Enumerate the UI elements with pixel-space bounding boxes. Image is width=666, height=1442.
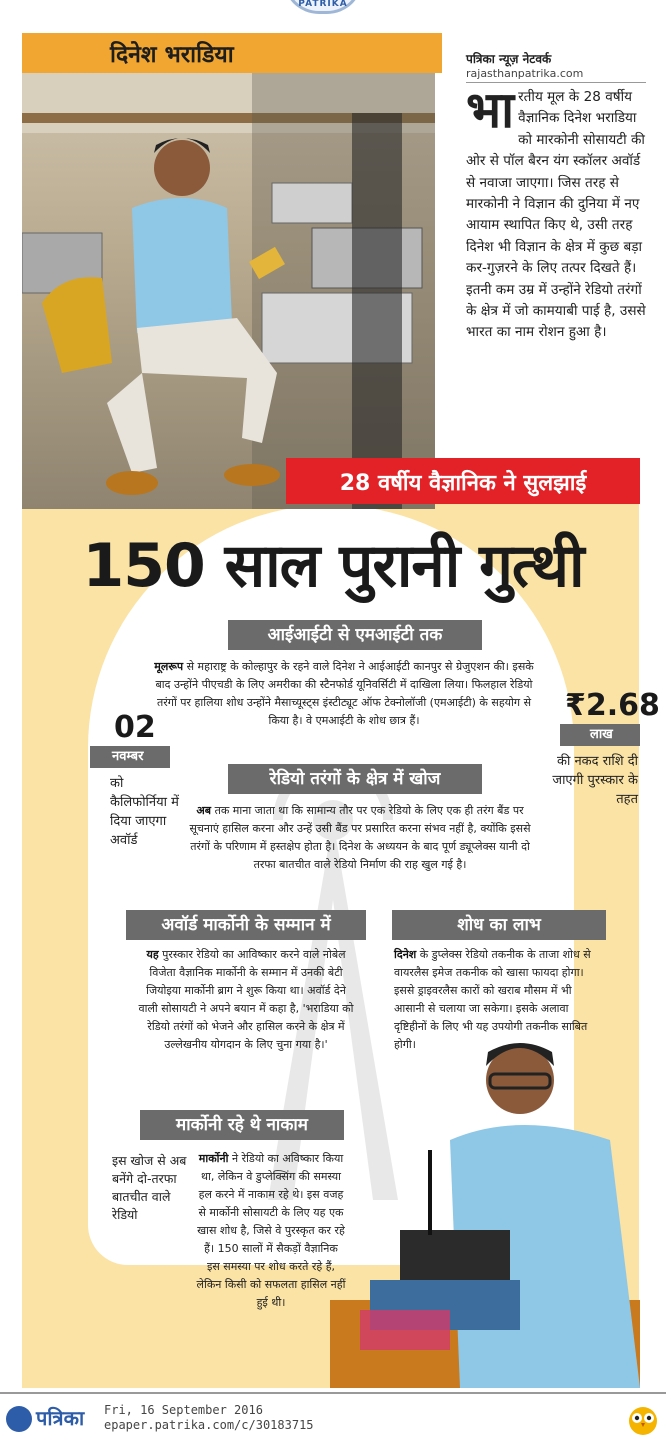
stat-date-number: 02 [114,710,156,745]
footer-date: Fri, 16 September 2016 [104,1403,263,1417]
benefit-lead: दिनेश [394,948,417,961]
owl-mascot-icon [626,1402,660,1436]
iit-text: से महाराष्ट्र के कोल्हापुर के रहने वाले दिनेश ने आईआईटी कानपुर से ग्रेजुएशन की। इसके बाद उन्होंने पीएचडी के लिए अमरीका की स्टैनफोर्ड यूनिवर्सिटी में दाखिला लिया। फिलहाल रेडियो तरंगों पर हालिया शोध उन्होंने मैसाच्यूस्ट्स इंस्टीट्यूट ऑफ टेक्नोलॉजी (एमआईटी) के सहयोग से किया है। वे एमआईटी के शोध छात्र हैं। [155,660,534,727]
iit-body [148,658,540,730]
masthead-logo-text: PATRIKA [298,0,348,9]
main-headline: 150 साल पुरानी गुत्थी [82,531,584,601]
intro-text: रतीय मूल के 28 वर्षीय वैज्ञानिक दिनेश भराडिया को मारकोनी सोसायटी की ओर से पॉल बैरन यंग स्कॉलर अवॉर्ड से नवाजा जाएगा। जिस तरह से मारकोनी ने विज्ञान की दुनिया में नए आयाम स्थापित किए थे, उसी तरह दिनेश भी विज्ञान के क्षेत्र में कुछ बड़ा कर-गुज़रने के लिए तत्पर दिखते हैं। इतनी कम उम्र में उन्होंने रेडियो तरंगों के क्षेत्र में जो कामयाबी पाई है, उससे भारत का नाम रोशन हुआ है। [466,89,646,341]
award-heading: अवॉर्ड मार्कोनी के सम्मान में [126,910,366,940]
footer-url[interactable]: epaper.patrika.com/c/30183715 [104,1418,314,1432]
footer-bar [0,1392,666,1442]
radio-body [180,802,540,874]
masthead-logo [283,0,363,14]
byline-network: पत्रिका न्यूज़ नेटवर्क [466,52,552,66]
patrika-logo-icon [6,1406,32,1432]
iit-lead: मूलरूप [154,660,184,673]
subhead-text: 28 वर्षीय वैज्ञानिक ने सुलझाई [339,471,587,496]
radio-heading: रेडियो तरंगों के क्षेत्र में खोज [228,764,482,794]
stat-prize-number: ₹2.68 [565,688,660,723]
radio-note: इस खोज से अब बनेंगे दो-तरफा बातचीत वाले रेडियो [112,1153,187,1222]
intro-paragraph [466,81,646,344]
footer-logo-text: पत्रिका [36,1406,85,1430]
award-lead: यह [146,948,159,961]
radio-lead: अब [196,804,212,817]
benefit-text: के डुप्लेक्स रेडियो तकनीक के ताजा शोध से वायरलैस इमेज तकनीक को खासा फायदा होगा। इससे ड्राइवरलैस कारों को खराब मौसम में भी आसानी से चलाया जा सकेगा। इसके अलावा दृष्टिहीनों के लिए भी यह उपयोगी तकनीक साबित होगी। [394,948,591,1051]
radio-text: तक माना जाता था कि सामान्य तौर पर एक रेडियो के लिए एक ही तरंग बैंड पर सूचनाएं हासिल करना और उन्हें उसी बैंड पर प्रसारित करना संभव नहीं है, क्योंकि इससे तरंगों के परिणाम में हस्तक्षेप होता है। दिनेश के अध्ययन के बाद पूर्ण ड्यूप्लेक्स यानी दो तरफा बातचीत वाले रेडियो निर्माण की राह खुल गई है। [189,804,531,871]
failed-lead: मार्कोनी [198,1152,229,1165]
name-banner [22,33,442,73]
stat-date-text: को कैलिफोर्निया में दिया जाएगा अवॉर्ड [110,776,179,848]
stat-date-unit: नवम्बर [90,746,170,768]
benefit-heading: शोध का लाभ [392,910,606,940]
iit-heading: आईआईटी से एमआईटी तक [228,620,482,650]
scientist-photo [22,73,435,509]
name-banner-text: दिनेश भराडिया [110,42,234,68]
byline [466,50,646,83]
failed-text: ने रेडियो का अविष्कार किया था, लेकिन वे डुप्लेक्सिंग की समस्या हल करने में नाकाम रहे थे। इस वजह से मार्कोनी सोसायटी के लिए यह एक खास शोध है, जिसे वे पुरस्कृत कर रहे हैं। 150 सालों में सैकड़ों वैज्ञानिक इस समस्या पर शोध करते रहे हैं, लेकिन किसी को सफलता हासिल नहीं हुई थी। [196,1152,346,1309]
intro-dropcap: भा [466,81,515,139]
subhead-bar [286,458,640,504]
byline-site: rajasthanpatrika.com [466,67,646,83]
award-body [136,946,356,1054]
footer-dateline [104,1403,314,1433]
stat-prize-text: की नकद राशि दी जाएगी पुरस्कार के तहत [552,754,638,807]
failed-heading: मार्कोनी रहे थे नाकाम [140,1110,344,1140]
scientist-device-photo [330,1030,640,1388]
stat-prize-unit: लाख [560,724,640,746]
award-text: पुरस्कार रेडियो का आविष्कार करने वाले नोबेल विजेता वैज्ञानिक मार्कोनी के सम्मान में उनकी बेटी जियोइया मार्कोनी ब्राग ने शुरू किया था। अवॉर्ड देने वाली सोसायटी ने अपने बयान में कहा है, 'भराडिया को रेडियो तरंगों को भेजने और हासिल करने के क्षेत्र में उल्लेखनीय योगदान के लिए चुना गया है।' [138,948,354,1051]
failed-body [196,1150,346,1312]
